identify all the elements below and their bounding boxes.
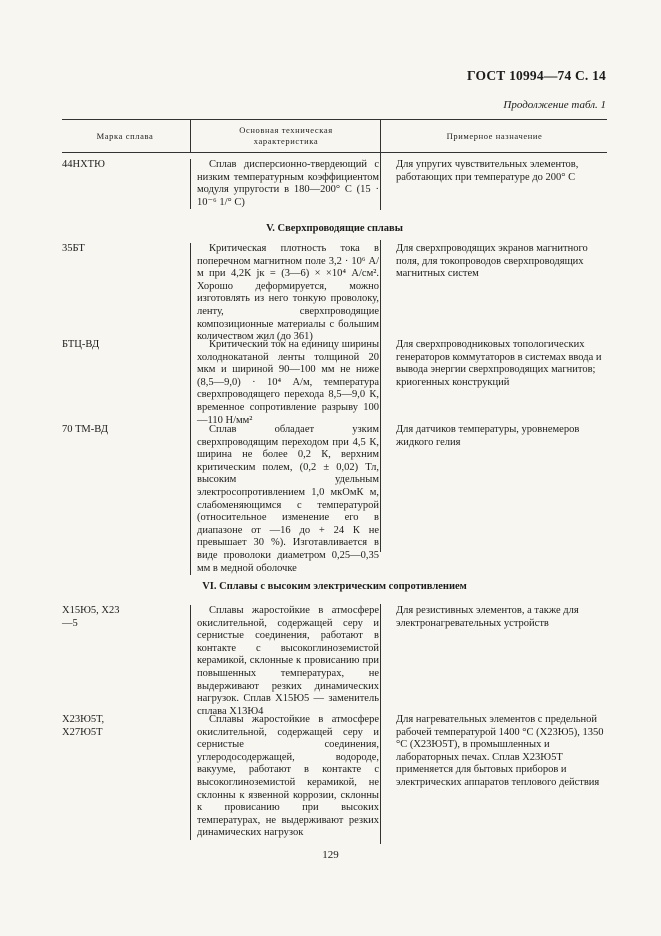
section-title: VI. Сплавы с высоким электрическим сопротивлением	[202, 581, 467, 592]
alloy-grade: 35БТ	[62, 243, 85, 254]
column-divider	[380, 604, 381, 844]
alloy-characteristic: Критическая плотность тока в поперечном магнитном поле 3,2 · 10⁶ А/м при 4,2К jк = (3—6) × ×10⁴ А/см². Хорошо деформируется, можно изготовлять из него тонкую проволоку, ленту, сверхпроводящие композиционные материалы с большим количеством жил (до 361)	[190, 243, 379, 344]
alloy-grade: 44НХТЮ	[62, 159, 105, 170]
alloy-use: Для сверхпроводниковых топологических генераторов коммутаторов в системах ввода и вывода энергии сверхпроводящих магнитов; криогенных конструкций	[396, 339, 602, 388]
column-header-grade: Марка сплава	[96, 130, 154, 141]
column-header-use: Примерное назначение	[380, 120, 608, 152]
alloy-use: Для резистивных элементов, а также для электронагревательных устройств	[396, 605, 579, 629]
table-header	[62, 119, 607, 153]
alloy-characteristic: Сплавы жаростойкие в атмосфере окислительной, содержащей серу и сернистые соединения, работают в контакте с высокоглиноземистой керамикой, склонные к провисанию при повышенных температурах, не выдерживают резких динамических нагрузок. Сплав Х15Ю5 — заменитель сплава Х13Ю4	[190, 605, 379, 718]
alloy-characteristic: Сплавы жаростойкие в атмосфере окислительной, содержащей серу и сернистые соединения, углеродосодержащей, водороде, вакууме, работают в контакте с высокоглиноземистой керамикой, не склонны к язвенной коррозии, склонны к провисанию при высоких температурах, не выдерживают резких динамических нагрузок	[190, 714, 379, 840]
page-number: 129	[322, 849, 339, 861]
alloy-characteristic: Сплав дисперсионно-твердеющий с низким температурным коэффициентом модуля упругости в 180—200° С (15 · 10⁻⁶ 1/° С)	[190, 159, 379, 209]
section-title: V. Сверхпроводящие сплавы	[266, 223, 403, 234]
column-header-characteristic: Основная техническая характеристика	[190, 120, 381, 152]
alloy-grade: 70 ТМ-ВД	[62, 424, 108, 435]
alloy-use: Для упругих чувствительных элементов, работающих при температуре до 200° С	[396, 159, 579, 183]
table-continuation-label: Продолжение табл. 1	[503, 99, 606, 111]
alloy-use: Для нагревательных элементов с предельной рабочей температурой 1400 °С (Х23Ю5), 1350 °С (Х23Ю5Т), в промышленных и лабораторных печах. Сплав Х23Ю5Т применяется для бытовых приборов и электрических аппаратов теплового действия	[396, 714, 604, 788]
document-header: ГОСТ 10994—74 С. 14	[467, 68, 606, 83]
column-divider	[380, 151, 381, 210]
alloy-grade: Х15Ю5, Х23—5	[62, 605, 120, 629]
alloy-grade: БТЦ-ВД	[62, 339, 100, 350]
alloy-characteristic: Критический ток на единицу ширины холоднокатаной ленты толщиной 20 мкм и шириной 90—100 мм не ниже (8,5—9,0) · 10⁴ А/м, температура сверхпроводящего перехода 8,5—9,0 К, временное сопротивление разрыву 100—110 Н/мм²	[190, 339, 379, 427]
alloy-use: Для датчиков температуры, уровнемеров жидкого гелия	[396, 424, 580, 448]
alloy-table	[62, 119, 607, 839]
alloy-use: Для сверхпроводящих экранов магнитного поля, для токопроводов сверхпроводящих магнитных систем	[396, 243, 588, 280]
alloy-characteristic: Сплав обладает узким сверхпроводящим переходом при 4,5 К, ширина не более 0,2 К, верхним критическим полем, (0,2 ± 0,02) Тл, высоким удельным электросопротивлением 1,0 мкОмК м, слабоменяющимся с температурой (относительное изменение его в диапазоне от —16 до + 24 К не превышает 30 %). Изготавливается в виде проволоки диаметром 0,25—0,35 мм в медной оболочке	[190, 424, 379, 575]
column-divider	[380, 240, 381, 552]
alloy-grade: Х23Ю5Т, Х27Ю5Т	[62, 714, 105, 738]
